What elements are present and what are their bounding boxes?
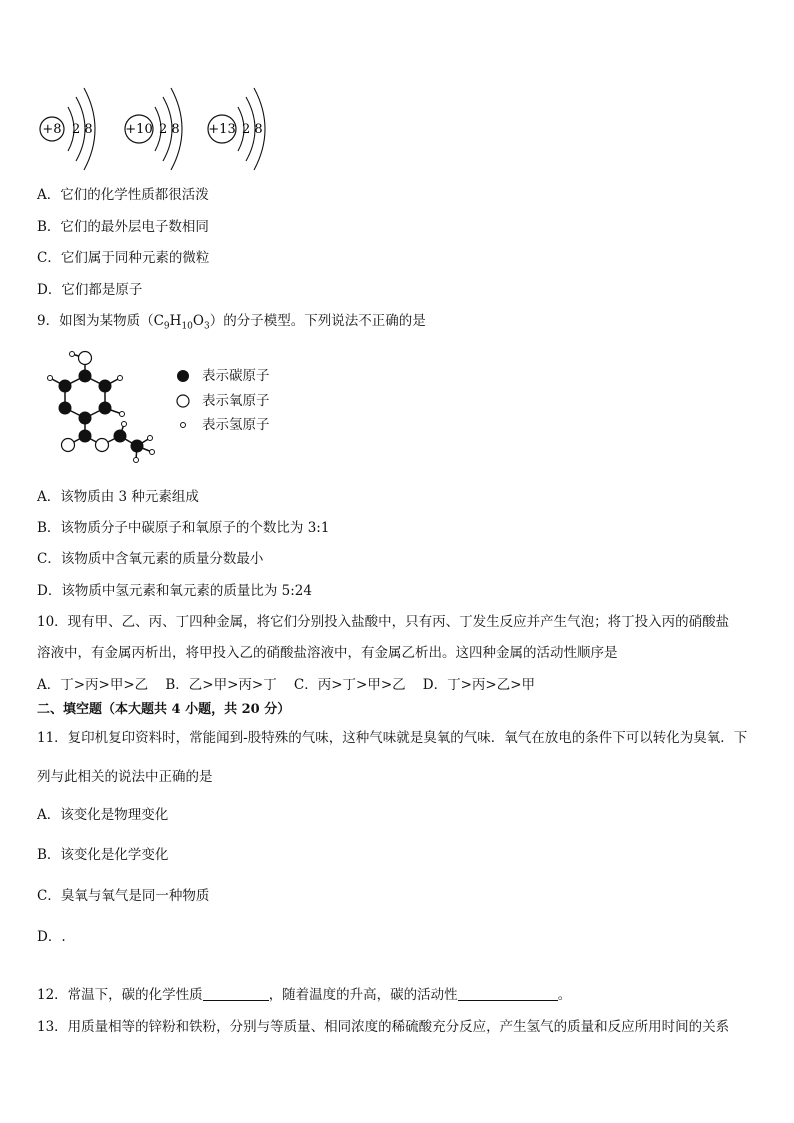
hydrogen-atom-icon [176,418,190,432]
atom-diagram-neon [125,88,182,170]
q9-option-c: C．该物质中含氧元素的质量分数最小 [37,551,264,567]
nucleus-label: +8 [42,122,62,137]
q12-blank-1[interactable] [203,986,269,1001]
atom-diagram-aluminum [208,88,265,170]
electron-shells-label: 2 8 [72,122,93,137]
q9-option-d: D．该物质中氢元素和氧元素的质量比为 5:24 [37,583,312,599]
q10-options: A．丁>丙>甲>乙 B．乙>甲>丙>丁 C．丙>丁>甲>乙 D．丁>丙>乙>甲 [37,677,536,693]
q11-option-c: C．臭氧与氧气是同一种物质 [37,888,210,904]
molecule-model-diagram [40,348,170,468]
q10-stem-line2: 溶液中，有金属丙析出，将甲投入乙的硝酸盐溶液中，有金属乙析出。这四种金属的活动性顺序是 [37,645,618,661]
nucleus-label: +13 [208,122,236,137]
legend-carbon-label: 表示碳原子 [202,368,270,384]
electron-shells-label: 2 8 [159,122,180,137]
carbon-atom-icon [176,369,190,383]
q9-stem: 9．如图为某物质$(C_9H_{10}O_3)$的分子模型。下列说法不正确的是 [37,313,426,332]
nucleus-label: +10 [125,122,153,137]
q11-option-b: B．该变化是化学变化 [37,847,169,863]
q11-stem-line1: 11．复印机复印资料时，常能闻到-股特殊的气味，这种气味就是臭氧的气味．氧气在放电的条件下可以转化为臭氧．下 [37,730,748,746]
q11-option-d: D．. [37,929,66,945]
q11-option-a: A．该变化是物理变化 [37,807,169,823]
q9-option-a: A．该物质由 3 种元素组成 [37,489,199,505]
q8-option-b: B．它们的最外层电子数相同 [37,219,209,235]
oxygen-atom-icon [176,394,190,408]
q13-stem-line1: 13．用质量相等的锌粉和铁粉，分别与等质量、相同浓度的稀硫酸充分反应，产生氢气的质量和反应所用时间的关系 [37,1019,730,1035]
atom-diagram-oxygen [40,88,95,170]
q9-option-b: B．该物质分子中碳原子和氧原子的个数比为 3:1 [37,520,330,536]
section-title: 二、填空题（本大题共 4 小题，共 20 分） [37,702,291,717]
q12-stem: 12．常温下，碳的化学性质 ，随着温度的升高，碳的活动性 。 [37,987,572,1003]
q10-stem-line1: 10．现有甲、乙、丙、丁四种金属，将它们分别投入盐酸中，只有丙、丁发生反应并产生气泡；将丁投入丙的硝酸盐 [37,614,730,630]
legend-hydrogen-label: 表示氢原子 [202,417,270,433]
q8-option-c: C．它们属于同种元素的微粒 [37,250,210,266]
q8-option-a: A．它们的化学性质都很活泼 [37,187,209,203]
q12-blank-2[interactable] [458,986,558,1001]
q11-stem-line2: 列与此相关的说法中正确的是 [37,769,213,785]
legend-oxygen-label: 表示氧原子 [202,393,270,409]
atom-structure-diagrams [30,85,280,175]
electron-shells-label: 2 8 [242,122,263,137]
q8-option-d: D．它们都是原子 [37,282,143,298]
